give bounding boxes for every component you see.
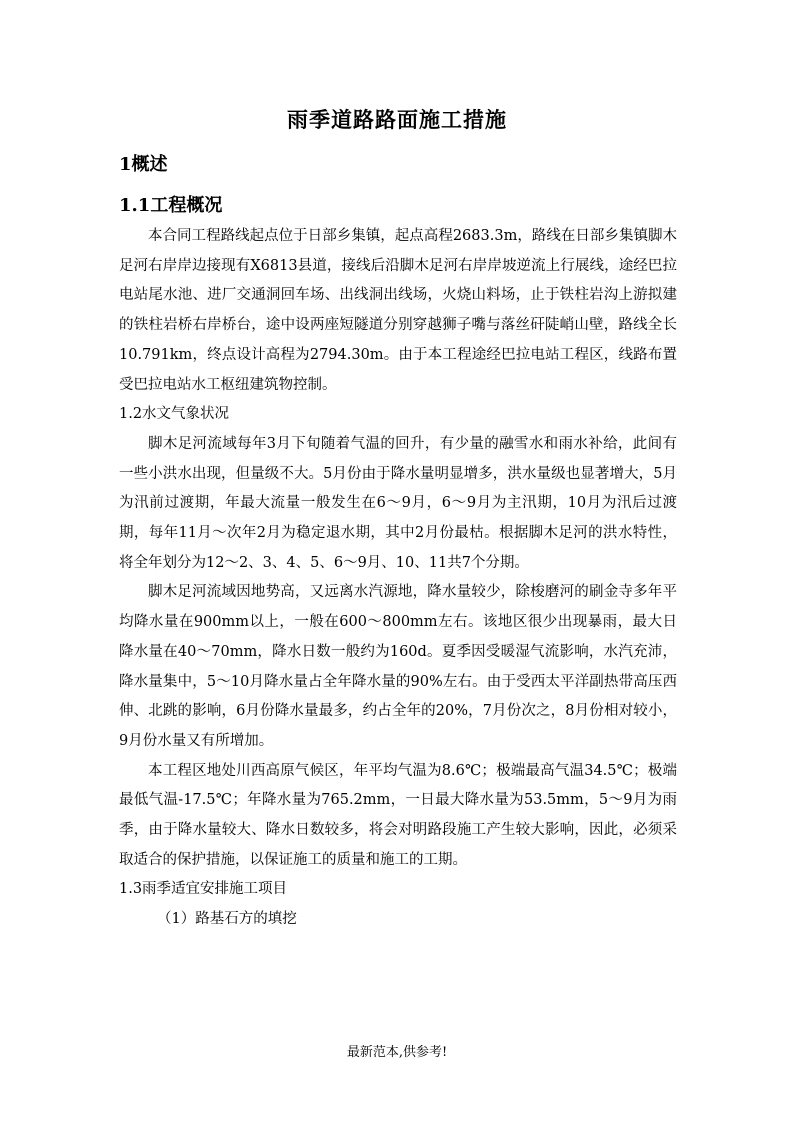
document-title: 雨季道路路面施工措施 <box>287 107 507 132</box>
section-1-3-heading: 1.3雨季适宜安排施工项目 <box>119 881 288 898</box>
section-1-heading: 1概述 <box>119 154 168 175</box>
paragraph-precipitation: 脚木足河流域因地势高，又远离水汽源地，降水量较少，除梭磨河的刷金寺多年平均降水量在900mm以上，一般在600～800mm左右。该地区很少出现暴雨，最大日降水量在40～70mm，降水日数一般约为160d。夏季因受暖湿气流影响，水汽充沛，降水量集中，5～10月降水量占全年降水量的90%左右。由于受西太平洋副热带高压西伸、北跳的影响，6月份降水量最多，约占全年的20%，7月份次之，8月份相对较小，9月份水量又有所增加。 <box>119 584 677 749</box>
section-1-1-heading: 1.1工程概况 <box>119 195 223 216</box>
paragraph-flood-characteristics: 脚木足河流域每年3月下旬随着气温的回升，有少量的融雪水和雨水补给，此间有一些小洪水出现，但量级不大。5月份由于降水量明显增多，洪水量级也显著增大，5月为汛前过渡期，年最大流量一般发生在6～9月，6～9月为主汛期，10月为汛后过渡期，每年11月～次年2月为稳定退水期，其中2月份最枯。根据脚木足河的洪水特性，将全年划分为12～2、3、4、5、6～9月、10、11共7个分期。 <box>119 435 677 571</box>
section-1-2-heading: 1.2水文气象状况 <box>119 406 230 423</box>
paragraph-project-overview: 本合同工程路线起点位于日部乡集镇，起点高程2683.3m，路线在日部乡集镇脚木足河右岸岸边接现有X6813县道，接线后沿脚木足河右岸岸坡逆流上行展线，途经巴拉电站尾水池、进厂交通洞回车场、出线洞出线场，火烧山料场，止于铁柱岩沟上游拟建的铁柱岩桥右岸桥台，途中设两座短隧道分别穿越狮子嘴与落丝矸陡峭山壁，路线全长10.791km，终点设计高程为2794.30m。由于本工程途经巴拉电站工程区，线路布置受巴拉电站水工枢纽建筑物控制。 <box>119 228 677 393</box>
page-footer: 最新范本,供参考! <box>346 1045 448 1060</box>
list-item: （1）路基石方的填挖 <box>157 911 297 928</box>
document-body <box>119 222 677 935</box>
paragraph-climate: 本工程区地处川西高原气候区，年平均气温为8.6℃；极端最高气温34.5℃；极端最低气温-17.5℃；年降水量为765.2mm，一日最大降水量为53.5mm，5～9月为雨季，由于降水量较大、降水日数较多，将会对明路段施工产生较大影响，因此，必须采取适合的保护措施，以保证施工的质量和施工的工期。 <box>119 762 677 868</box>
